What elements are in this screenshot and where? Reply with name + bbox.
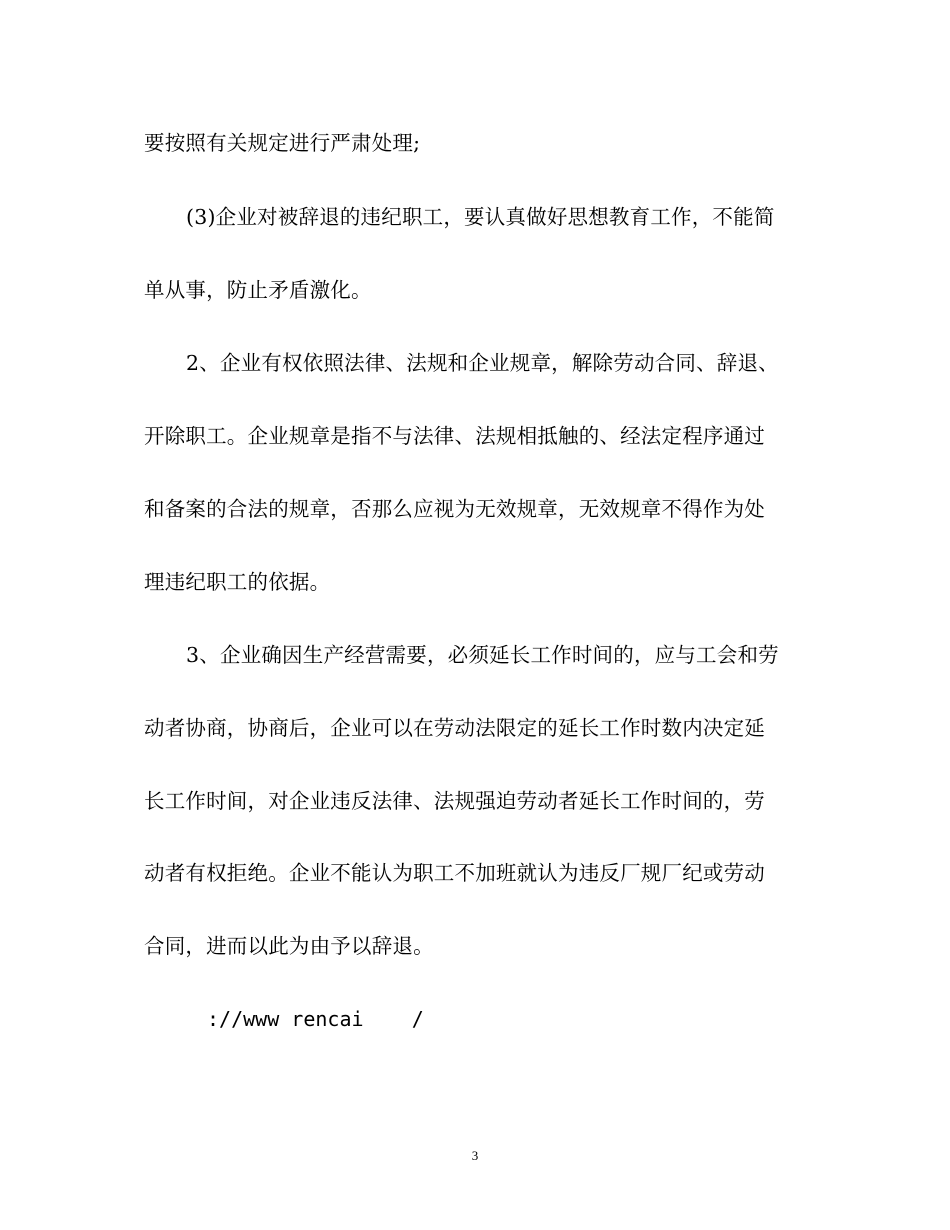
text-line-9: 动者协商，协商后，企业可以在劳动法限定的延长工作时数内决定延: [144, 716, 765, 740]
text-line-11: 动者有权拒绝。企业不能认为职工不加班就认为违反厂规厂纪或劳动: [144, 861, 765, 885]
text-line-8: 3、企业确因生产经营需要，必须延长工作时间的，应与工会和劳: [186, 643, 779, 667]
text-line-7: 理违纪职工的依据。: [144, 570, 331, 594]
page-number: 3: [471, 1148, 479, 1163]
text-line-4: 2、企业有权依照法律、法规和企业规章，解除劳动合同、辞退、: [186, 351, 779, 375]
url-fragment: ://www rencai /: [207, 1007, 424, 1031]
text-line-5: 开除职工。企业规章是指不与法律、法规相抵触的、经法定程序通过: [144, 424, 765, 448]
text-line-1: 要按照有关规定进行严肃处理;: [144, 131, 421, 155]
text-line-10: 长工作时间，对企业违反法律、法规强迫劳动者延长工作时间的，劳: [144, 789, 765, 813]
text-line-12: 合同，进而以此为由予以辞退。: [144, 934, 434, 958]
text-line-2: (3)企业对被辞退的违纪职工，要认真做好思想教育工作，不能简: [186, 205, 775, 229]
text-line-6: 和备案的合法的规章，否那么应视为无效规章，无效规章不得作为处: [144, 497, 765, 521]
text-line-3: 单从事，防止矛盾激化。: [144, 278, 372, 302]
